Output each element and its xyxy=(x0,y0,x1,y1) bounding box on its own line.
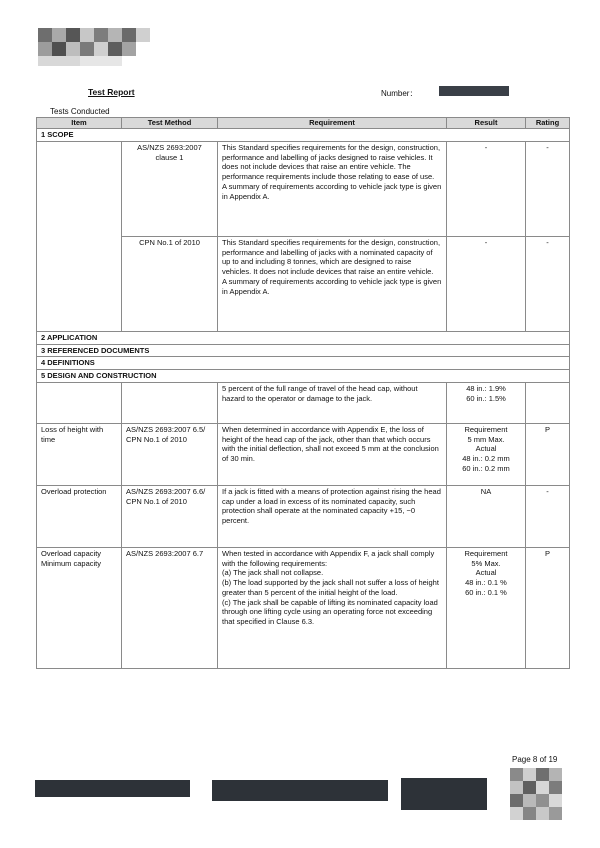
rating-cell: P xyxy=(526,423,570,485)
section-row xyxy=(37,344,570,357)
page-number: Page 8 of 19 xyxy=(512,755,558,764)
rating-cell xyxy=(526,382,570,423)
result-cell: Requirement 5 mm Max. Actual 48 in.: 0.2 mm 60 in.: 0.2 mm xyxy=(447,423,526,485)
col-header-rating: Rating xyxy=(526,118,570,129)
col-header-requirement: Requirement xyxy=(218,118,447,129)
col-header-test-method: Test Method xyxy=(122,118,218,129)
section-row xyxy=(37,357,570,370)
item-cell: Overload protection xyxy=(37,485,122,547)
rating-cell: - xyxy=(526,236,570,331)
section-application: 2 APPLICATION xyxy=(37,331,570,344)
item-cell xyxy=(37,141,122,331)
redacted-footer-block xyxy=(35,780,190,797)
result-cell: - xyxy=(447,141,526,236)
method-cell: CPN No.1 of 2010 xyxy=(122,236,218,331)
redacted-footer-block xyxy=(212,780,388,801)
table-row xyxy=(37,382,570,423)
rating-cell: - xyxy=(526,485,570,547)
method-cell: AS/NZS 2693:2007 6.7 xyxy=(122,547,218,668)
result-cell: - xyxy=(447,236,526,331)
section-referenced-documents: 3 REFERENCED DOCUMENTS xyxy=(37,344,570,357)
item-cell xyxy=(37,382,122,423)
table-row xyxy=(37,547,570,668)
qr-code xyxy=(510,768,562,820)
section-definitions: 4 DEFINITIONS xyxy=(37,357,570,370)
result-cell: NA xyxy=(447,485,526,547)
method-cell: AS/NZS 2693:2007 6.5/ CPN No.1 of 2010 xyxy=(122,423,218,485)
company-logo xyxy=(38,26,158,66)
section-design-construction: 5 DESIGN AND CONSTRUCTION xyxy=(37,370,570,383)
requirement-cell: When determined in accordance with Appendix E, the loss of height of the head cap of the jack, other than that which occurs with the initial deflection, shall not exceed 5 mm at the conclusion of 30 min. xyxy=(218,423,447,485)
table-row xyxy=(37,141,570,236)
method-cell: AS/NZS 2693:2007 6.6/ CPN No.1 of 2010 xyxy=(122,485,218,547)
table-row xyxy=(37,423,570,485)
method-cell xyxy=(122,382,218,423)
result-cell: Requirement 5% Max. Actual 48 in.: 0.1 % 60 in.: 0.1 % xyxy=(447,547,526,668)
method-cell: AS/NZS 2693:2007 clause 1 xyxy=(122,141,218,236)
requirement-cell: This Standard specifies requirements for the design, construction, performance and labelling of jacks with a nominated capacity of up to and including 8 tonnes, which are designed to raise vehicles. It does not include devices that raise an entire vehicle. A summary of requirements according to vehicle jack type is given in Appendix A. xyxy=(218,236,447,331)
item-cell: Loss of height with time xyxy=(37,423,122,485)
requirement-cell: When tested in accordance with Appendix F, a jack shall comply with the following requirements: (a) The jack shall not collapse. (b) The load supported by the jack shall not suffer a loss of height greater than 5 percent of the initial height of the load. (c) The jack shall be capable of lifting its nominated capacity load through one lifting cycle using an operating force not exceeding that specified in Clause 6.3. xyxy=(218,547,447,668)
tests-table xyxy=(36,117,570,669)
rating-cell: - xyxy=(526,141,570,236)
redacted-report-number xyxy=(439,86,509,96)
rating-cell: P xyxy=(526,547,570,668)
section-scope: 1 SCOPE xyxy=(37,129,570,142)
item-cell: Overload capacity Minimum capacity xyxy=(37,547,122,668)
section-row xyxy=(37,331,570,344)
redacted-footer-block xyxy=(401,778,487,810)
section-row xyxy=(37,129,570,142)
requirement-cell: 5 percent of the full range of travel of the head cap, without hazard to the operator or damage to the jack. xyxy=(218,382,447,423)
col-header-item: Item xyxy=(37,118,122,129)
table-header-row xyxy=(37,118,570,129)
table-row xyxy=(37,485,570,547)
section-row xyxy=(37,370,570,383)
requirement-cell: If a jack is fitted with a means of protection against rising the head cap under a load in excess of its nominated capacity, such protection shall operate at the nominated capacity +15, −0 percent. xyxy=(218,485,447,547)
table-caption: Tests Conducted xyxy=(50,107,110,116)
col-header-result: Result xyxy=(447,118,526,129)
report-number-label: Number： xyxy=(381,89,418,98)
report-title: Test Report xyxy=(88,87,135,97)
result-cell: 48 in.: 1.9% 60 in.: 1.5% xyxy=(447,382,526,423)
requirement-cell: This Standard specifies requirements for the design, construction, performance and labelling of jacks designed to raise vehicles. It does not include devices that raise an entire vehicle. The performance requirements include those relating to ease of use. A summary of requirements according to vehicle jack type is given in Appendix A. xyxy=(218,141,447,236)
